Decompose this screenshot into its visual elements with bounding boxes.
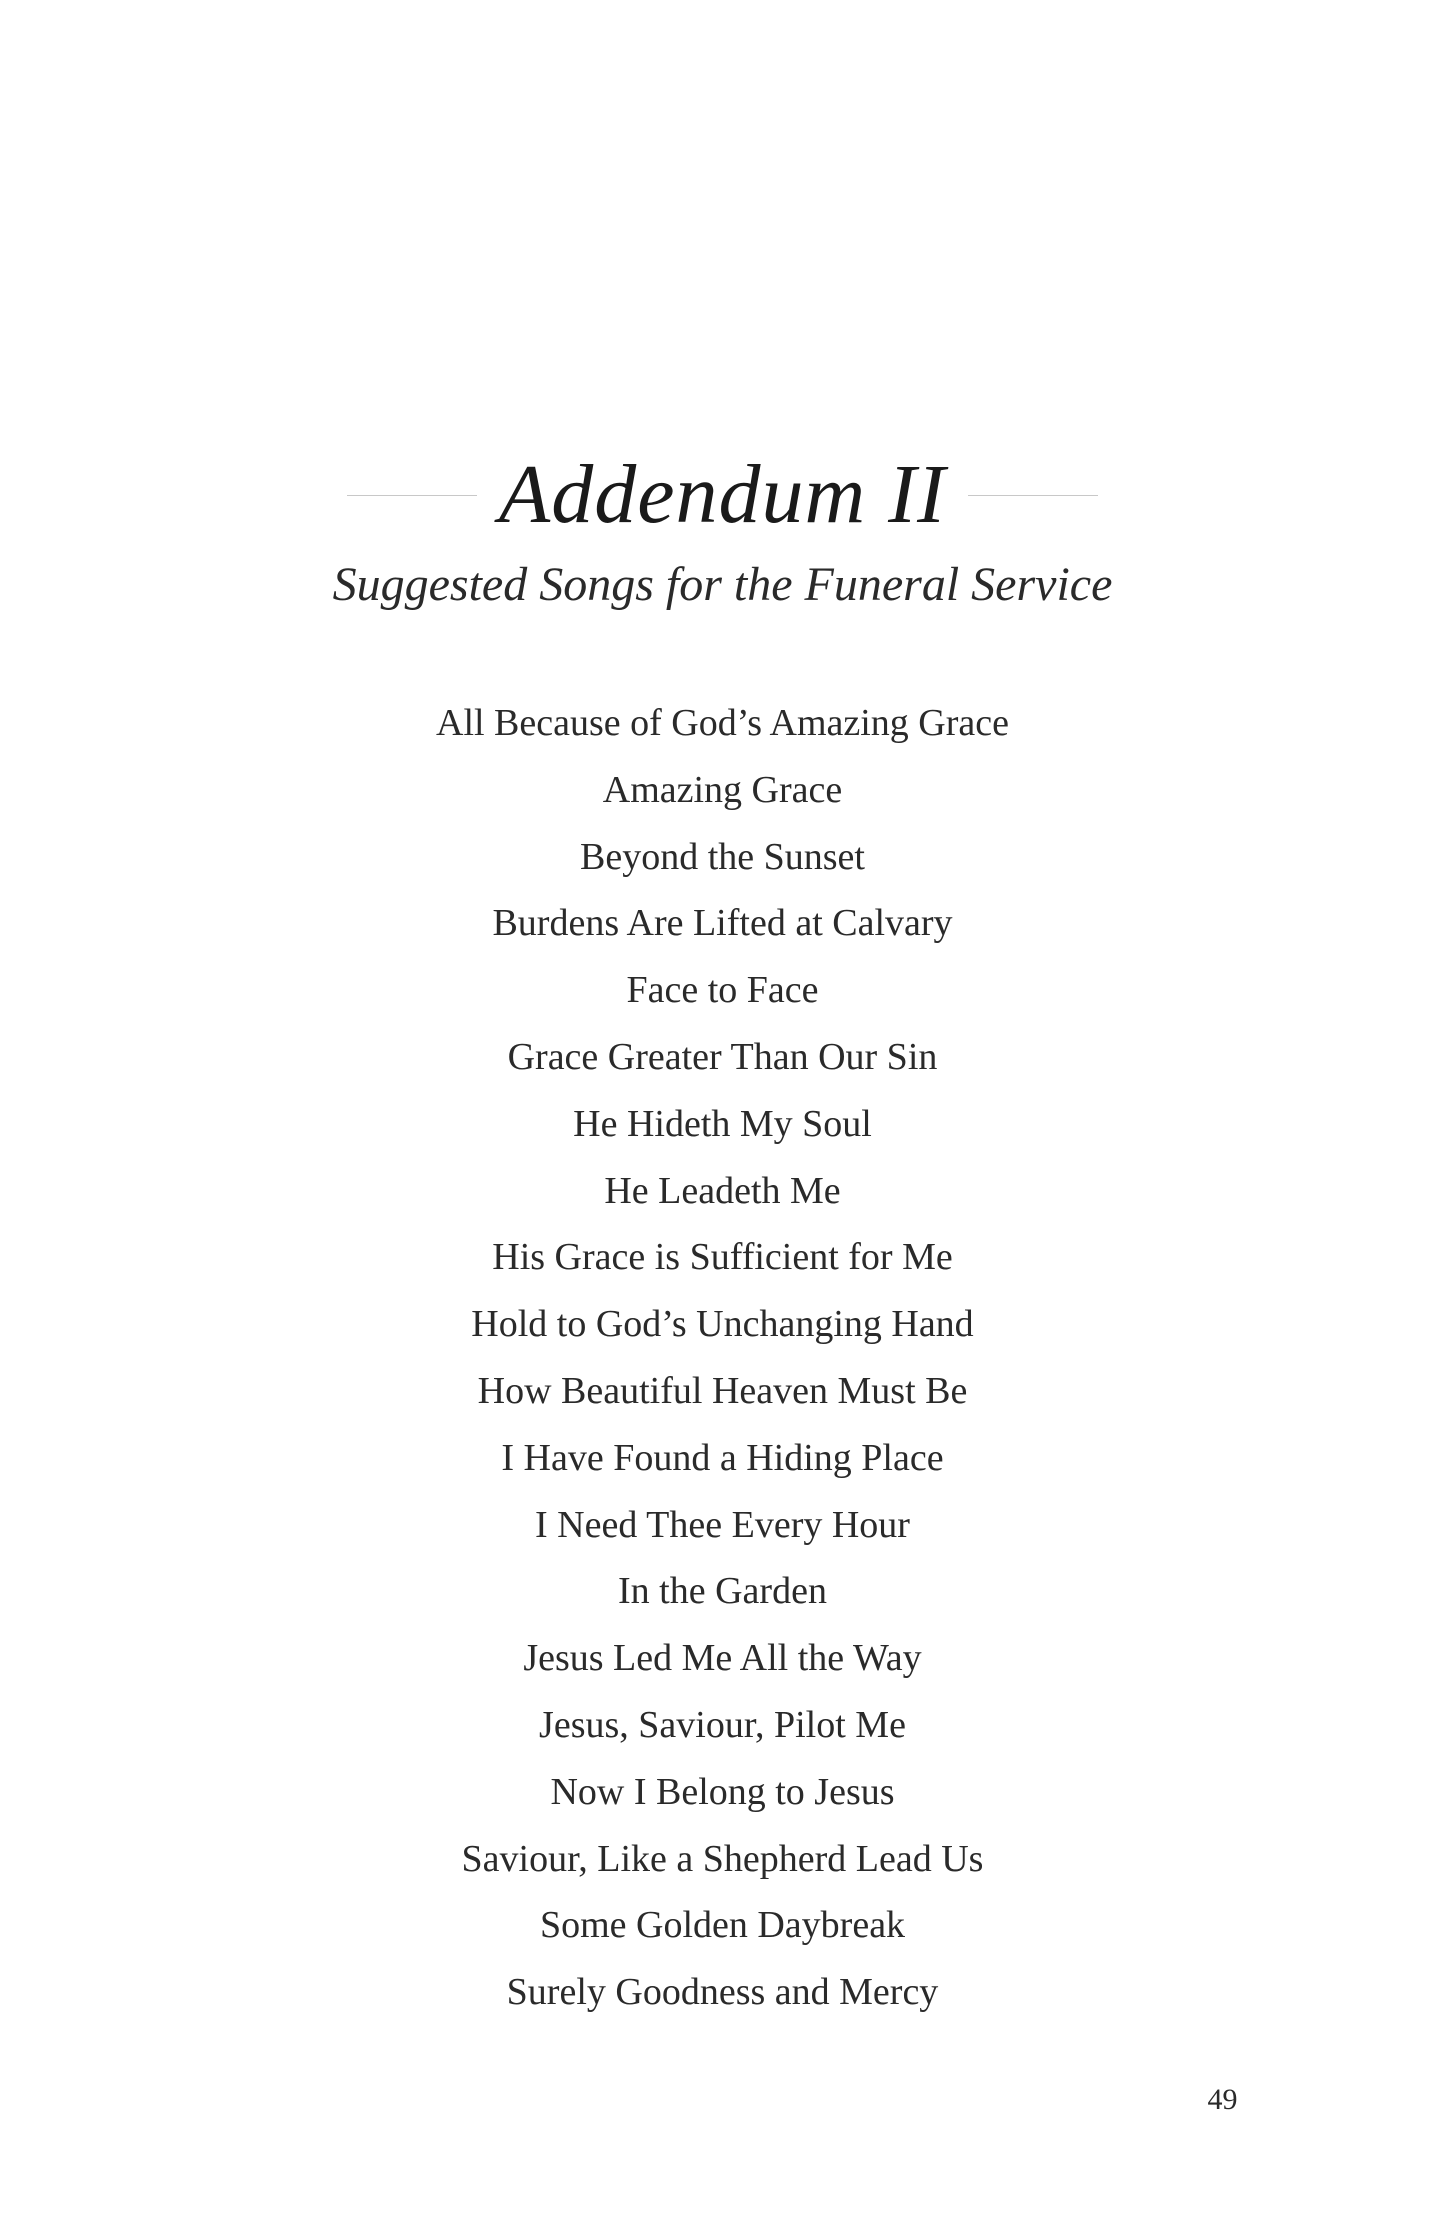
page-title: Addendum II bbox=[498, 448, 947, 541]
song-item: He Leadeth Me bbox=[604, 1169, 841, 1212]
song-item: Now I Belong to Jesus bbox=[550, 1770, 895, 1813]
song-item: How Beautiful Heaven Must Be bbox=[477, 1369, 968, 1412]
song-item: He Hideth My Soul bbox=[573, 1102, 872, 1145]
song-item: All Because of God’s Amazing Grace bbox=[436, 702, 1009, 744]
song-item: I Need Thee Every Hour bbox=[535, 1503, 910, 1546]
song-item: Surely Goodness and Mercy bbox=[506, 1971, 939, 2014]
song-item: In the Garden bbox=[618, 1570, 827, 1613]
song-item: Some Golden Daybreak bbox=[539, 1904, 906, 1947]
song-item: I Have Found a Hiding Place bbox=[501, 1436, 944, 1479]
song-item: His Grace is Sufficient for Me bbox=[492, 1236, 953, 1279]
song-item: Face to Face bbox=[626, 969, 819, 1012]
song-item: Beyond the Sunset bbox=[580, 835, 865, 878]
song-list bbox=[0, 690, 1445, 2026]
song-item: Jesus Led Me All the Way bbox=[523, 1637, 922, 1680]
page-subtitle: Suggested Songs for the Funeral Service bbox=[332, 558, 1113, 611]
title-row bbox=[0, 440, 1445, 550]
song-item: Jesus, Saviour, Pilot Me bbox=[539, 1703, 906, 1746]
song-item: Saviour, Like a Shepherd Lead Us bbox=[461, 1837, 984, 1880]
title-rule-left bbox=[347, 495, 477, 496]
song-item: Grace Greater Than Our Sin bbox=[507, 1035, 938, 1078]
page-number: 49 bbox=[1207, 2083, 1238, 2116]
song-item: Amazing Grace bbox=[602, 768, 843, 811]
song-item: Hold to God’s Unchanging Hand bbox=[471, 1303, 974, 1346]
title-rule-right bbox=[968, 495, 1098, 496]
song-item: Burdens Are Lifted at Calvary bbox=[492, 902, 953, 945]
